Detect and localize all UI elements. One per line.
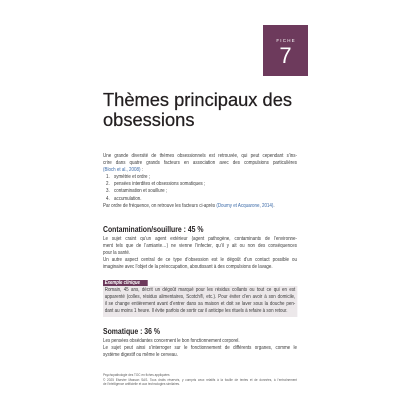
citation-link[interactable]: (Bloch et al., 2008) (103, 167, 141, 174)
factor-number: 1. (106, 174, 110, 181)
sheet-badge-label: FICHE (276, 38, 296, 43)
factor-item (103, 188, 297, 195)
factor-item (103, 181, 297, 188)
frequency-suffix: . (273, 202, 275, 209)
footer-book-title: Psychopathologie des TOC en fiches appliquées (103, 373, 170, 377)
citation-link[interactable]: (Doumy et Acquarone, 2014) (216, 202, 274, 209)
paragraph-line: système digestif ou même le cerveau. (103, 352, 178, 359)
section-body-contamination (103, 236, 297, 271)
clinical-example-line: Romain, 45 ans, décrit un dégoût marqué pour les résidus collants ou tout ce qui en est (104, 287, 296, 293)
paragraph-line: Un autre aspect central de ce type d’obsession est le dégoût d’un contact possible ou (103, 257, 298, 264)
paragraph-line: Le sujet peut ainsi s’interroger sur le fonctionnement de différents organes, comme le (103, 345, 298, 352)
clinical-example-line: il se change entièrement avant d’entrer dans sa maison et doit se laver sous la douche pen- (104, 301, 296, 308)
factor-text: contamination et souillure ; (114, 188, 168, 195)
section-heading-contamination: Contamination/souillure : 45 % (103, 224, 204, 234)
factor-text: pensées interdites et obsessions somatiques ; (114, 181, 206, 188)
clinical-example-label: Exemple clinique (103, 280, 148, 287)
section-body-somatic (103, 338, 297, 359)
intro-citation-suffix: : (140, 167, 143, 174)
paragraph-line: Le sujet craint qu’un agent extérieur (agent pathogène, contaminants de l’environne- (103, 236, 298, 242)
footer-copyright: de l’intelligence artificielle et aux technologies similaires. (103, 382, 180, 387)
paragraph-line: imaginaire avec l’objet de la préoccupation, aboutissant à des compulsions de lavage. (103, 264, 273, 271)
section-heading-somatic: Somatique : 36 % (103, 326, 160, 336)
paragraph-line: ment tels que de l’amiante…) ne vienne l’infecter, qu’il y ait ou non des conséquences (103, 243, 298, 250)
paragraph (103, 257, 297, 271)
frequency-line (103, 203, 297, 210)
intro-paragraph (103, 153, 297, 210)
factor-item (103, 174, 297, 181)
factor-number: 3. (106, 188, 110, 195)
text-column (103, 0, 297, 395)
factor-number: 2. (106, 181, 110, 188)
paragraph (103, 236, 297, 257)
footer-copyright: © 2025 Elsevier Masson SAS. Tous droits réservés, y compris ceux relatifs à la fouille de textes et de données, à l’entraînement (103, 377, 298, 382)
intro-citation-line (103, 167, 297, 174)
intro-line: crire dans quatre grands facteurs en association avec des compulsions particulières (103, 160, 298, 167)
clinical-example-line: dant au moins 1 heure. Il évite parfois de sortir car il anticipe les rituels à refaire à son retour. (104, 308, 288, 315)
page-footer (103, 373, 297, 387)
paragraph-line: Les pensées obsédantes concernent le bon fonctionnement corporel. (103, 338, 240, 344)
frequency-text: Par ordre de fréquence, on retrouve les facteurs ci-après (103, 202, 217, 209)
clinical-example-box (103, 286, 297, 317)
paragraph (103, 338, 297, 345)
factor-text: accumulation. (114, 195, 142, 202)
sheet-number: 7 (279, 43, 292, 68)
intro-line: Une grande diversité de thèmes obsessionnels est retrouvée, qui peut cependant s’ins- (103, 153, 298, 159)
factor-number: 4. (106, 195, 110, 202)
clinical-example-line: apparenté (colles, résidus alimentaires, Scotch®, etc.). Pour éviter d’en avoir à son domicile, (104, 294, 296, 301)
page-title: Thèmes principaux des obsessions (103, 89, 292, 130)
paragraph (103, 345, 297, 359)
factor-item (103, 196, 297, 203)
factor-text: symétrie et ordre ; (114, 174, 150, 181)
paragraph-line: pour la santé. (103, 250, 131, 257)
